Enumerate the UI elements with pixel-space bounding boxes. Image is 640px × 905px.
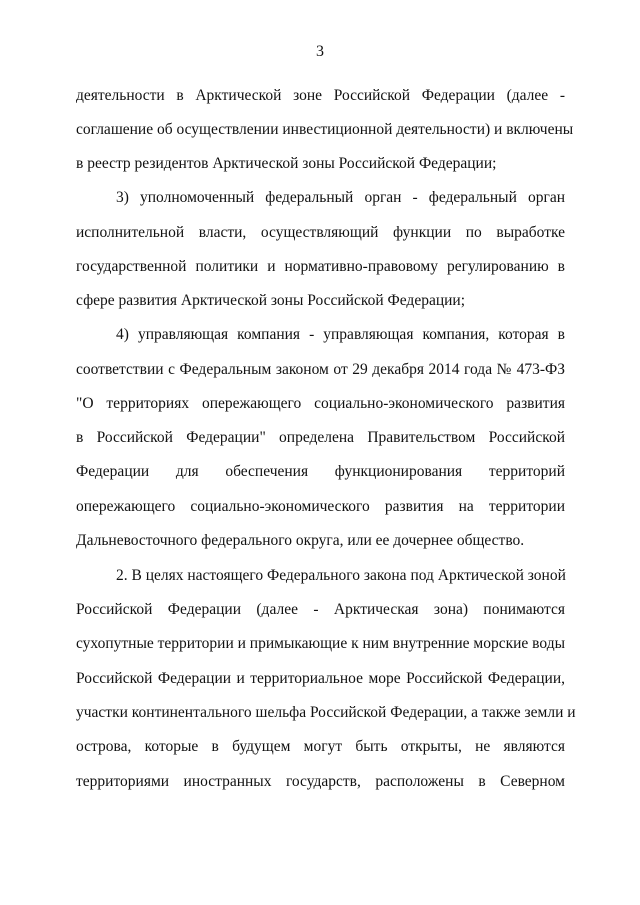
text-line: Федерации для обеспечения функционирования территорий: [76, 463, 565, 480]
text-line: в Российской Федерации" определена Правительством Российской: [76, 429, 565, 446]
page-number: 3: [316, 43, 324, 60]
text-line: 3) уполномоченный федеральный орган - федеральный орган: [116, 189, 565, 206]
text-line: соответствии с Федеральным законом от 29 декабря 2014 года № 473-ФЗ: [76, 361, 565, 378]
text-line: Российской Федерации (далее - Арктическая зона) понимаются: [76, 601, 565, 618]
text-line: исполнительной власти, осуществляющий функции по выработке: [76, 224, 565, 241]
text-line: территориями иностранных государств, расположены в Северном: [76, 773, 565, 790]
text-line: 2. В целях настоящего Федерального закона под Арктической зоной: [116, 567, 566, 584]
text-line: деятельности в Арктической зоне Российской Федерации (далее -: [76, 87, 565, 104]
text-line: сухопутные территории и примыкающие к ним внутренние морские воды: [76, 635, 565, 652]
text-line: острова, которые в будущем могут быть открыты, не являются: [76, 738, 565, 755]
text-line: Дальневосточного федерального округа, или ее дочернее общество.: [76, 532, 525, 549]
text-line: опережающего социально-экономического развития на территории: [76, 498, 565, 515]
text-line: 4) управляющая компания - управляющая компания, которая в: [116, 326, 565, 343]
text-line: Российской Федерации и территориальное море Российской Федерации,: [76, 670, 565, 687]
text-line: государственной политики и нормативно-правовому регулированию в: [76, 258, 565, 275]
text-line: сфере развития Арктической зоны Российской Федерации;: [76, 292, 466, 309]
text-line: "О территориях опережающего социально-экономического развития: [76, 395, 565, 412]
text-line: в реестр резидентов Арктической зоны Российской Федерации;: [76, 155, 497, 172]
text-line: соглашение об осуществлении инвестиционной деятельности) и включены: [76, 121, 574, 138]
text-line: участки континентального шельфа Российской Федерации, а также земли и: [76, 704, 576, 721]
